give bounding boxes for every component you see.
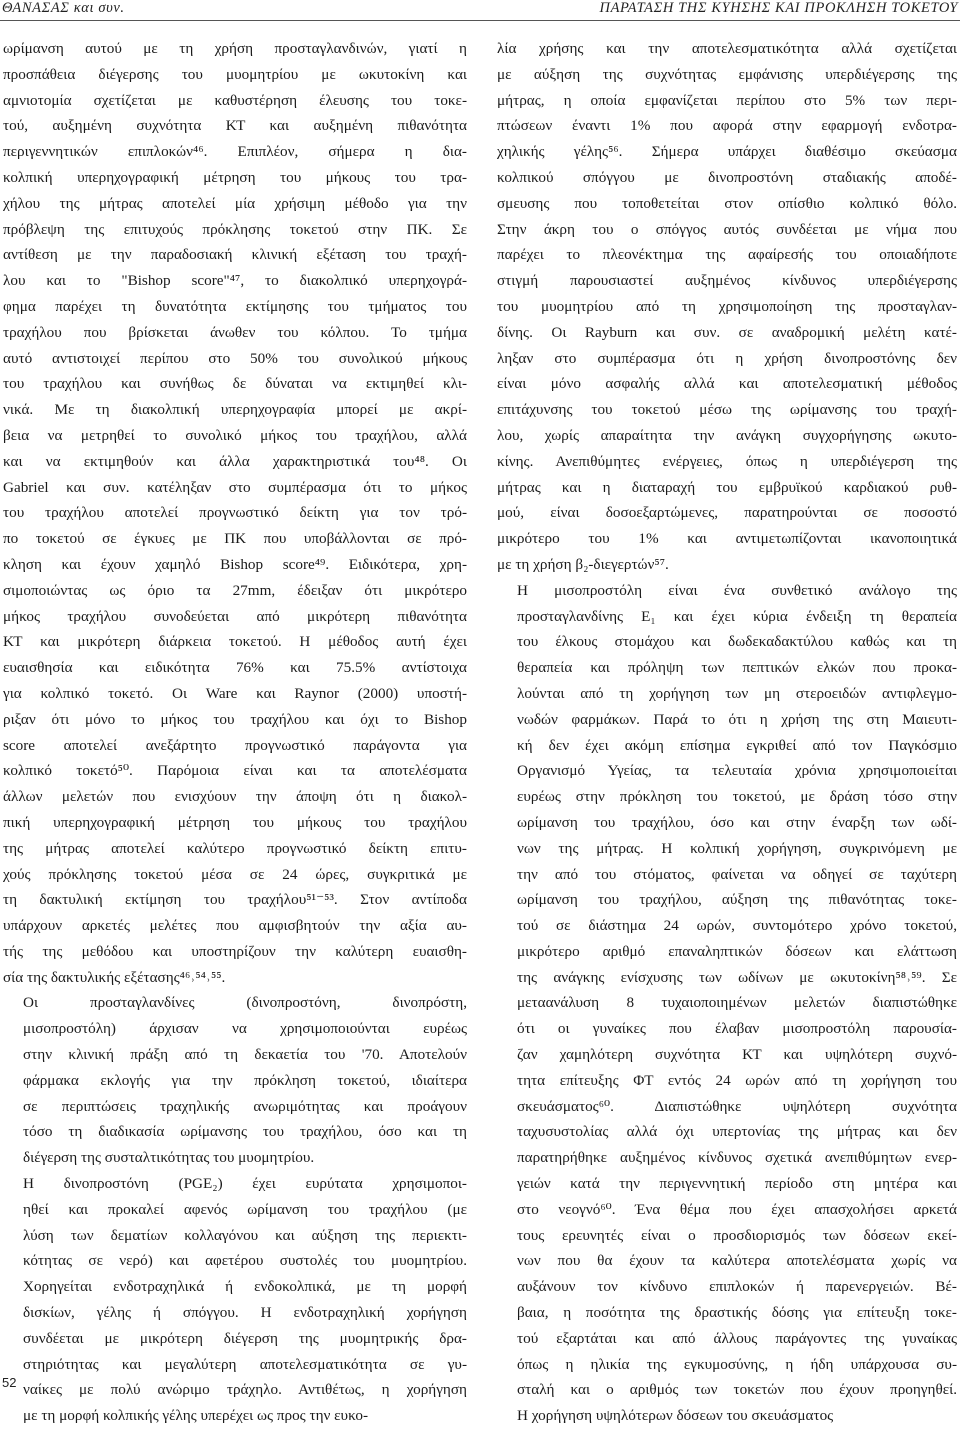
text-line: λία χρήσης και την αποτελεσματικότητα αλλά σχετίζεται [497,40,957,57]
text-line: μικρότερο του 1% και αντιμετωπίζονται ικανοποιητικά [497,530,957,548]
text-line: Στην άκρη του ο σπόγγος αυτός συνδέεται με νήμα που [497,220,957,238]
text-line: score αποτελεί ανεξάρτητο προγνωστικό παράγοντα για [3,736,467,754]
text-line: ευαισθησία και ειδικότητα 76% και 75.5% αντίστοιχα [3,659,467,677]
text-line: τη δακτυλική εκτίμηση του τραχήλου⁵¹⁻⁵³. Στον αντίποδα [3,891,467,909]
text-line: τής της μεθόδου και υποστηρίζουν την καλύτερη ευαισθη- [3,942,467,960]
text-line: ΚΤ και μικρότερη διάρκεια τοκετού. Η μέθοδος αυτή έχει [3,633,467,651]
text-line: άλλων μελετών που ενισχύουν την άποψη ότι η διακολ- [3,788,467,806]
text-line: ναίκες με πολύ ανώριμο τράχηλο. Αντιθέτως, η χορήγηση [23,1381,467,1399]
text-line: πτώσεων έναντι 1% που αφορά στην εφαρμογή ενδοτρα- [497,117,957,135]
text-line: βαια, η ποσότητα της δραστικής δόσης για επίτευξη τοκε- [517,1304,957,1322]
text-line: θεραπεία και πρόληψη των πεπτικών ελκών που προκα- [517,659,957,677]
text-line: κληση και έχουν χαμηλό Bishop score⁴⁹. Ειδικότερα, χρη- [3,555,467,573]
text-line: λούνται από τη χορήγηση των μη στεροειδών αντιφλεγμο- [517,684,957,702]
text-line: ηθεί και προκαλεί αφενός ωρίμανση του τραχήλου (με [23,1200,467,1218]
text-line: νων που θα έχουν τα καλύτερα αποτελέσματα χωρίς να [517,1252,957,1270]
text-line: με αύξηση της συχνότητας εμφάνισης υπερδιέγερσης της [497,65,957,83]
header-title: ΠΑΡΑΤΑΣΗ ΤΗΣ ΚΥΗΣΗΣ ΚΑΙ ΠΡΟΚΛΗΣΗ ΤΟΚΕΤΟΥ [599,0,958,16]
text-line: λου και το "Bishop score"⁴⁷, το διακολπικό υπερηχογρά- [3,272,467,290]
text-line: ταχυσυστολίας αλλά όχι υπερτονίας της μήτρας και δεν [517,1123,957,1141]
text-line: αντίθεση με την παραδοσιακή κλινική εξέταση του τραχή- [3,246,467,264]
text-line: μεταανάλυση 8 τυχαιοποιημένων μελετών διαπιστώθηκε [517,994,957,1012]
text-line: αυξάνουν τον κίνδυνο επιπλοκών ή παρενεργειών. Βέ- [517,1278,957,1296]
text-line: τού εξαρτάται και από άλλους παράγοντες της γυναίκας [517,1329,957,1347]
text-line: τού σε διάστημα 24 ωρών, συντομότερο χρόνο τοκετού, [517,917,957,935]
text-line: νωδών φαρμάκων. Παρά το ότι η χρήση της στη Μαιευτι- [517,710,957,728]
text-line: κή δεν έχει ακόμη επίσημα εγκριθεί από τον Παγκόσμιο [517,736,957,754]
text-line: την από του στόματος, φαίνεται να οδηγεί σε ταχύτερη [517,865,957,883]
text-line: μισοπροστόλη) άρχισαν να χρησιμοποιούνται ευρέως [23,1020,467,1038]
text-line: με τη χρήση β₂-διεγερτών⁵⁷. [497,555,669,573]
text-line: κολπικού σπόγγου με δινοπροστόνη σταδιακής αποδέ- [497,168,957,186]
text-line: του τραχήλου και συνήθως δε δύναται να εκτιμηθεί κλι- [3,375,467,393]
left-text-column [3,36,467,1429]
text-line: στο νεογνό⁶⁰. Ένα θέμα που έχει απασχολήσει αρκετά [517,1200,957,1218]
text-line: είναι μόνο ασφαλής αλλά και αποτελεσματική μέθοδος [497,375,957,393]
text-line: παρατηρήθηκε αυξημένος κίνδυνος σχετικά ανεπιθύμητων ενερ- [517,1149,957,1167]
text-line: Οργανισμό Υγείας, τα τελευταία χρόνια χρησιμοποιείται [517,762,957,780]
text-line: συνδέεται με μικρότερη διέγερση της μυομητρικής δρα- [23,1329,467,1347]
text-line: σμευσης που τοποθετείται στον οπίσθιο κολπικό θόλο. [497,194,957,212]
text-line: διέγερση της συσταλτικότητας του μυομητρίου. [23,1149,315,1167]
text-line: κότητας σε νερό) και αφετέρου συστολές του μυομητρίου. [23,1252,467,1270]
text-line: στηριότητας και μεγαλύτερη αποτελεσματικότητα σε γυ- [23,1355,467,1373]
text-line: ωρίμανση του τραχήλου, αύξηση της πιθανότητας τοκε- [517,891,957,909]
text-line: στην κλινική πράξη από τη δεκαετία του '70. Αποτελούν [23,1046,467,1064]
text-line: σκευάσματος⁶⁰. Διαπιστώθηκε υψηλότερη συχνότητα [517,1097,957,1115]
right-text-column [497,36,957,1429]
text-line: αυτό αντιστοιχεί περίπου στο 50% του συνολικού μήκους [3,349,467,367]
text-line: περιγεννητικών επιπλοκών⁴⁶. Επιπλέον, σήμερα η δια- [3,143,467,161]
text-line: τόσο τη διαδικασία ωρίμανσης του τραχήλου, όσο και τη [23,1123,467,1141]
text-line: δισκίων, γέλης ή σπόγγου. Η ενδοτραχηλική χορήγηση [23,1304,467,1322]
text-line: Η μισοπροστόλη είναι ένα συνθετικό ανάλογο της [517,581,957,599]
text-line: κολπικό τοκετό⁵⁰. Παρόμοια είναι και τα αποτελέσματα [3,762,467,780]
paragraph [3,990,467,1171]
text-line: τους ερευνητές είναι ο προσδιορισμός των δόσεων εκεί- [517,1226,957,1244]
text-line: σία της δακτυλικής εξέτασης⁴⁶˒⁵⁴˒⁵⁵. [3,968,226,986]
text-line: Χορηγείται ενδοτραχηλικά ή ενδοκολπικά, με τη μορφή [23,1278,467,1296]
paragraph [497,36,957,578]
text-line: δίνης. Οι Rayburn και συν. σε αναδρομική μελέτη κατέ- [497,323,957,341]
text-line: τού, αυξημένη συχνότητα ΚΤ και αυξημένη πιθανότητα [3,117,467,135]
text-line: γειών κατά την περιγεννητική περίοδο στη μητέρα και [517,1175,957,1193]
text-line: φάρμακα εκλογής για την πρόκληση τοκετού, ιδιαίτερα [23,1071,467,1089]
text-line: ωρίμανση του τραχήλου, όσο και στην έναρξη των ωδί- [517,813,957,831]
text-line: του έλκους στομάχου και δωδεκαδακτύλου καθώς και τη [517,633,957,651]
text-line: ζαν χαμηλότερη συχνότητα ΚΤ και υψηλότερη συχνό- [517,1046,957,1064]
page-number: 52 [2,1375,17,1390]
text-line: μού, είναι δοσοεξαρτώμενες, παρατηρούνται σε ποσοστό [497,504,957,522]
text-line: μήτρας και η διαταραχή του εμβρυϊκού καρδιακού ρυθ- [497,478,957,496]
text-line: προσταγλανδίνης Ε₁ και έχει κύρια ένδειξη τη θεραπεία [517,607,957,625]
text-line: τητα επίτευξης ΦΤ εντός 24 ωρών από τη χορήγηση του [517,1071,957,1089]
text-line: λύση των δεματίων κολλαγόνου και αύξηση της περιεκτι- [23,1226,467,1244]
text-line: τραχήλου που βρίσκεται άνωθεν του κόλπου. Το τμήμα [3,323,467,341]
paragraph [3,36,467,990]
text-line: νων της μήτρας. Η κολπική χορήγηση, συγκρινόμενη με [517,839,957,857]
text-line: μήτρας, η οποία εμφανίζεται περίπου στο 5% των περι- [497,91,957,109]
text-line: ωρίμανση αυτού με τη χρήση προσταγλανδινών, γιατί η [3,40,467,57]
text-line: στιγμή παρουσιαστεί αυξημένος κίνδυνος υπερδιέγερσης [497,272,957,290]
text-line: όπως η ηλικία της εγκυμοσύνης, η ήδη υπάρχουσα συ- [517,1355,957,1373]
text-line: πική υπερηχογραφική μέτρηση του μήκους του τραχήλου [3,813,467,831]
text-line: ληξαν στο συμπέρασμα ότι η χρήση δινοπροστόνης δεν [497,349,957,367]
text-line: χηλικής γέλης⁵⁶. Σήμερα υπάρχει διαθέσιμο σκεύασμα [497,143,957,161]
header-authors: ΘΑΝΑΣΑΣ και συν. [2,0,125,16]
text-line: σταλή και ο αριθμός των τοκετών που έχουν προηγηθεί. [517,1381,957,1399]
text-line: Gabriel και συν. κατέληξαν στο συμπέρασμα ότι το μήκος [3,478,467,496]
text-line: Οι προσταγλανδίνες (δινοπροστόνη, δινοπρόστη, [23,994,467,1012]
text-line: παρέχει το πλεονέκτημα της αφαίρεσής του οποιαδήποτε [497,246,957,264]
text-line: Η δινοπροστόνη (PGE₂) έχει ευρύτατα χρησιμοποι- [23,1175,467,1193]
text-line: σε περιπτώσεις τραχηλικής ανωριμότητας και προάγουν [23,1097,467,1115]
text-line: της μήτρας αποτελεί καλύτερο προγνωστικό δείκτη επιτυ- [3,839,467,857]
text-line: κίνης. Ανεπιθύμητες ενέργειες, όπως η υπερδιέγερση της [497,452,957,470]
text-line: με τη μορφή κολπικής γέλης υπερέχει ως προς την ευκο- [23,1407,369,1425]
text-line: και να εκτιμηθούν και άλλα χαρακτηριστικά του⁴⁸. Οι [3,452,467,470]
text-line: του τραχήλου αποτελεί προγνωστικό δείκτη για τον τρό- [3,504,467,522]
paragraph [497,578,957,1429]
text-line: μικρότερο αριθμό επαναληπτικών δόσεων και ελάττωση [517,942,957,960]
text-line: βεια να μετρηθεί το συνολικό μήκος του τραχήλου, αλλά [3,426,467,444]
text-line: Η χορήγηση υψηλότερων δόσεων του σκευάσματος [517,1407,834,1425]
header-rule [0,20,960,21]
text-line: επιτάχυνσης του τοκετού μέσω της ωρίμανσης του τραχή- [497,401,957,419]
text-line: χούς πρόκλησης τοκετού μέσα σε 24 ώρες, συγκριτικά με [3,865,467,883]
text-line: χήλου της μήτρας αποτελεί μία χρήσιμη μέθοδο για την [3,194,467,212]
text-line: για κολπικό τοκετό. Οι Ware και Raynor (2000) υποστή- [3,684,467,702]
text-line: πο τοκετού σε έγκυες με ΠΚ που υποβάλλονται σε πρό- [3,530,467,548]
text-line: λου, χωρίς απαραίτητα την ανάγκη συγχορήγησης ωκυτο- [497,426,957,444]
text-line: σιμοποιώντας ως όριο τα 27mm, έδειξαν ότι μικρότερο [3,581,467,599]
text-line: αμνιοτομία σχετίζεται με καθυστέρηση έλευσης του τοκε- [3,91,467,109]
running-header [0,0,960,22]
text-line: κολπική υπερηχογραφική μέτρηση του μήκους του τρα- [3,168,467,186]
text-line: ότι οι γυναίκες που έλαβαν μισοπροστόλη παρουσία- [517,1020,957,1038]
text-line: προσπάθεια διέγερσης του μυομητρίου με ωκυτοκίνη και [3,65,467,83]
text-line: φημα παρέχει τη δυνατότητα εκτίμησης του τμήματος του [3,297,467,315]
paragraph [3,1171,467,1429]
text-line: του μυομητρίου από τη χρησιμοποίηση της προσταγλαν- [497,297,957,315]
text-line: ευρέως στην πρόκληση του τοκετού, με δράση τόσο στην [517,788,957,806]
text-line: της ανάγκης ενίσχυσης των ωδίνων με ωκυτοκίνη⁵⁸˒⁵⁹. Σε [517,968,957,986]
text-line: υπάρχουν αρκετές μελέτες που αμφισβητούν την αξία αυ- [3,917,467,935]
text-line: μήκος τραχήλου συνοδεύεται από μικρότερη πιθανότητα [3,607,467,625]
text-line: νικά. Με τη διακολπική υπερηχογραφία μπορεί με ακρί- [3,401,467,419]
text-line: πρόβλεψη της επιτυχούς πρόκλησης τοκετού στην ΠΚ. Σε [3,220,467,238]
text-line: ριξαν ότι μόνο το μήκος του τραχήλου και όχι το Bishop [3,710,467,728]
